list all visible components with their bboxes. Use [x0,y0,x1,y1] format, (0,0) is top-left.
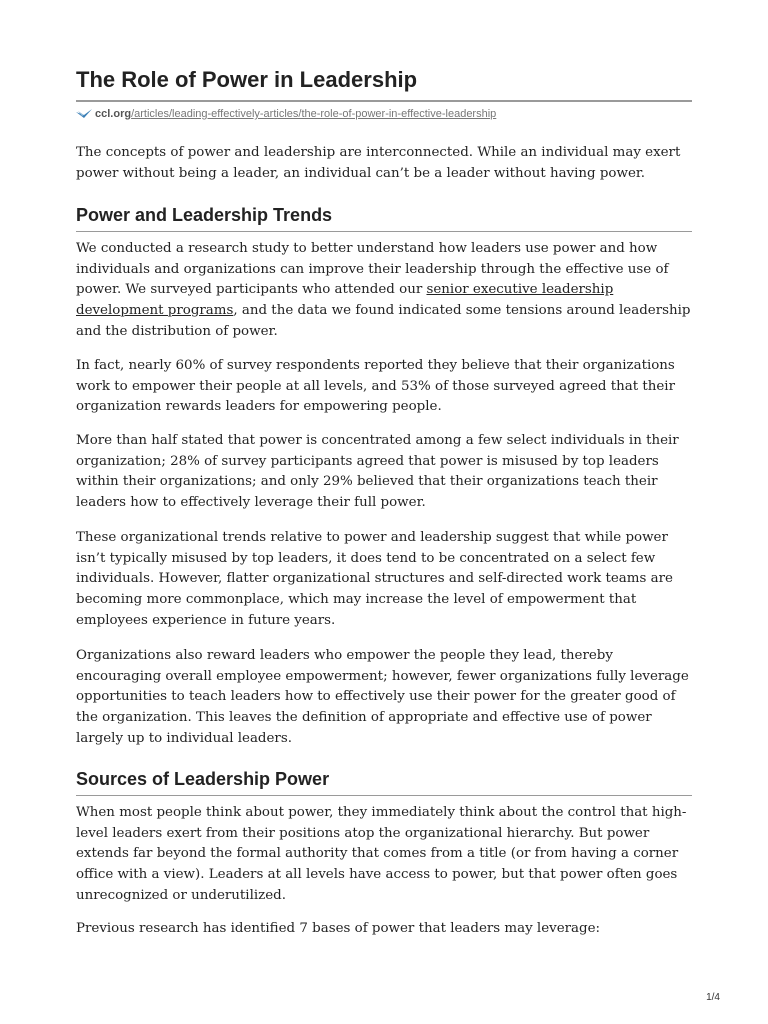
source-url[interactable] [76,107,496,121]
section-heading-trends: Power and Leadership Trends [76,204,692,232]
source-path[interactable]: /articles/leading-effectively-articles/the-role-of-power-in-effective-leadership [131,108,497,120]
section-heading-sources: Sources of Leadership Power [76,768,692,796]
intro-paragraph: The concepts of power and leadership are interconnected. While an individual may exert power without being a leader, an individual can’t be a leader without having power. [76,145,681,181]
page-number: 1/4 [706,992,720,1003]
trends-paragraph-4: These organizational trends relative to power and leadership suggest that while power isn’t typically misused by top leaders, it does tend to be concentrated on a select few individuals. However, flatter organizational structures and self-directed work teams are becoming more commonplace, which may increase the level of empowerment that employees experience in future years. [76,530,673,628]
sources-paragraph-1: When most people think about power, they immediately think about the control that high-level leaders exert from their positions atop the organizational hierarchy. But power extends far beyond the formal authority that comes from a title (or from having a corner office with a view). Leaders at all levels have access to power, but that power often goes unrecognized or underutilized. [76,805,687,903]
ccl-logo-icon [76,109,92,119]
sources-paragraph-2: Previous research has identified 7 bases of power that leaders may leverage: [76,921,601,936]
paragraph-text: , and the data we found indicated some tensions around leadership and the distribution of power. [76,303,691,339]
trends-paragraph-2: In fact, nearly 60% of survey respondents reported they believe that their organizations work to empower their people at all levels, and 53% of those surveyed agreed that their organization rewards leaders for empowering people. [76,358,675,415]
senior-executive-programs-link[interactable]: senior executive leadership development programs [76,282,614,319]
trends-paragraph-3: More than half stated that power is concentrated among a few select individuals in their organization; 28% of survey participants agreed that power is misused by top leaders within their organizations; and only 29% believed that their organizations teach their leaders how to effectively leverage their full power. [76,433,679,511]
paragraph-text: We conducted a research study to better understand how leaders use power and how individuals and organizations can improve their leadership through the effective use of power. We surveyed participants who attended our [76,241,669,298]
source-domain[interactable]: ccl.org [95,108,132,120]
trends-paragraph-5: Organizations also reward leaders who empower the people they lead, thereby encouraging overall employee empowerment; however, fewer organizations fully leverage opportunities to teach leaders how to effectively use their power for the greater good of the organization. This leaves the definition of appropriate and effective use of power largely up to individual leaders. [76,648,689,746]
page-title: The Role of Power in Leadership [76,66,692,102]
trends-paragraph-1 [76,239,692,343]
